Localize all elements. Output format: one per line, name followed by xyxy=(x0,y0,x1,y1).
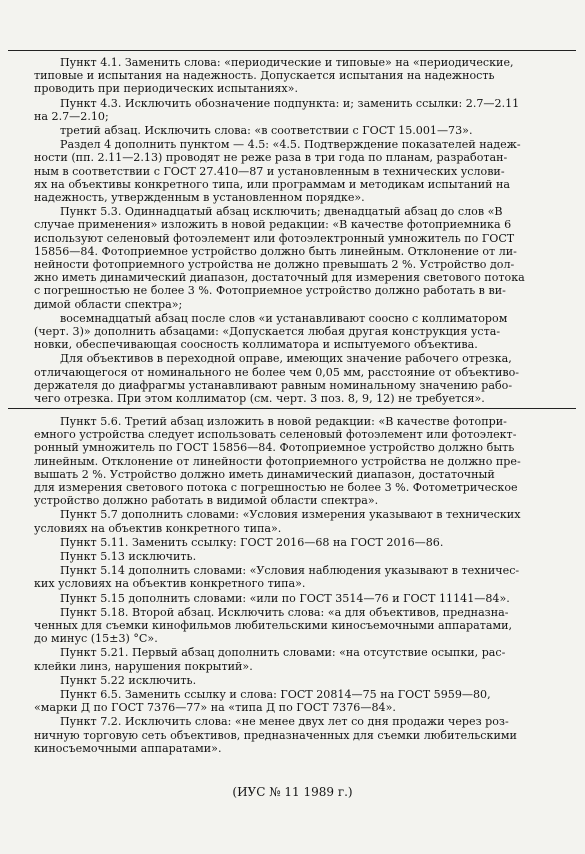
paragraph: Пункт 5.15 дополнить словами: «или по ГОСТ 3514—76 и ГОСТ 11141—84». xyxy=(60,591,510,605)
paragraph: третий абзац. Исключить слова: «в соответствии с ГОСТ 15.001—73». xyxy=(60,124,473,138)
top-divider xyxy=(8,50,576,51)
issue-reference: (ИУС № 11 1989 г.) xyxy=(232,785,353,799)
paragraph: Пункт 5.3. Одиннадцатый абзац исключить; двенадцатый абзац до слов «В случае применения» изложить в новой редакции: «В качестве фотоприемника 6 используют селеновый фотоэлемент или фотоэлектронный умножитель по ГОСТ 15856—84. Фотоприемное устройство должно быть линейным. Отклонение от ли- нейности фотоприемного устройства не должно превышать 2 %. Устройство дол- жно иметь динамический диапазон, достаточный для измерения светового потока с погрешностью не более 3 %. Фотоприемное устройство должно работать в ви- димой области спектра»; xyxy=(34,205,525,311)
amendments-section-a xyxy=(34,56,556,405)
paragraph: Пункт 4.1. Заменить слова: «периодические и типовые» на «периодические, типовые и испытания на надежность. Допускается испытания на надежность проводить при периодических испытаниях». xyxy=(34,56,514,96)
section-divider xyxy=(8,408,576,409)
paragraph: Пункт 5.14 дополнить словами: «Условия наблюдения указывают в техничес- ких условиях на объектив конкретного типа». xyxy=(34,564,520,591)
paragraph: Пункт 5.11. Заменить ссылку: ГОСТ 2016—68 на ГОСТ 2016—86. xyxy=(60,535,444,549)
paragraph: Для объективов в переходной оправе, имеющих значение рабочего отрезка, отличающегося от номинального не более чем 0,05 мм, расстояние от объективо- держателя до диафрагмы устанавливают равным номинальному значению рабо- чего отрезка. При этом коллиматор (см. черт. 3 поз. 8, 9, 12) не требуется». xyxy=(34,352,520,406)
paragraph: Пункт 7.2. Исключить слова: «не менее двух лет со дня продажи через роз- ничную торговую сеть объективов, предназначенных для съемки любительскими киносъемочными аппаратами». xyxy=(34,715,517,755)
paragraph: Пункт 6.5. Заменить ссылку и слова: ГОСТ 20814—75 на ГОСТ 5959—80, «марки Д по ГОСТ 7376—77» на «типа Д по ГОСТ 7376—84». xyxy=(34,688,491,715)
paragraph: Пункт 5.13 исключить. xyxy=(60,550,197,564)
paragraph: Пункт 4.3. Исключить обозначение подпункта: и; заменить ссылки: 2.7—2.11 на 2.7—2.10; xyxy=(34,96,520,123)
paragraph: восемнадцатый абзац после слов «и устанавливают соосно с коллиматором (черт. 3)» дополнить абзацами: «Допускается любая другая конструкция уста- новки, обеспечивающая соосность коллиматора и испытуемого объектива. xyxy=(34,311,508,352)
paragraph: Раздел 4 дополнить пунктом — 4.5: «4.5. Подтверждение показателей надеж- ности (пп. 2.11—2.13) проводят не реже раза в три года по планам, разработан- ным в соответствии с ГОСТ 27.410—87 и установленным в технических услови- ях на объективы конкретного типа, или программам и методикам испытаний на надежность, утвержденным в установленном порядке». xyxy=(34,138,521,205)
paragraph: Пункт 5.21. Первый абзац дополнить словами: «на отсутствие осыпки, рас- клейки линз, нарушения покрытий». xyxy=(34,646,506,673)
paragraph: Пункт 5.18. Второй абзац. Исключить слова: «а для объективов, предназна- ченных для съемки кинофильмов любительскими киносъемочными аппаратами, до минус (15±3) °С». xyxy=(34,605,513,646)
amendments-section-b xyxy=(34,415,556,755)
paragraph: Пункт 5.7 дополнить словами: «Условия измерения указывают в технических условиях на объектив конкретного типа». xyxy=(34,508,521,535)
paragraph: Пункт 5.6. Третий абзац изложить в новой редакции: «В качестве фотопри- емного устройства следует использовать селеновый фотоэлемент или фотоэлект- ронный умножитель по ГОСТ 15856—84. Фотоприемное устройство должно быть линейным. Отклонение от линейности фотоприемного устройства не должно пре- вышать 2 %. Устройство должно иметь динамический диапазон, достаточный для измерения светового потока с погрешностью не более 3 %. Фотометрическое устройство должно работать в видимой области спектра». xyxy=(34,415,521,508)
paragraph: Пункт 5.22 исключить. xyxy=(60,673,197,687)
